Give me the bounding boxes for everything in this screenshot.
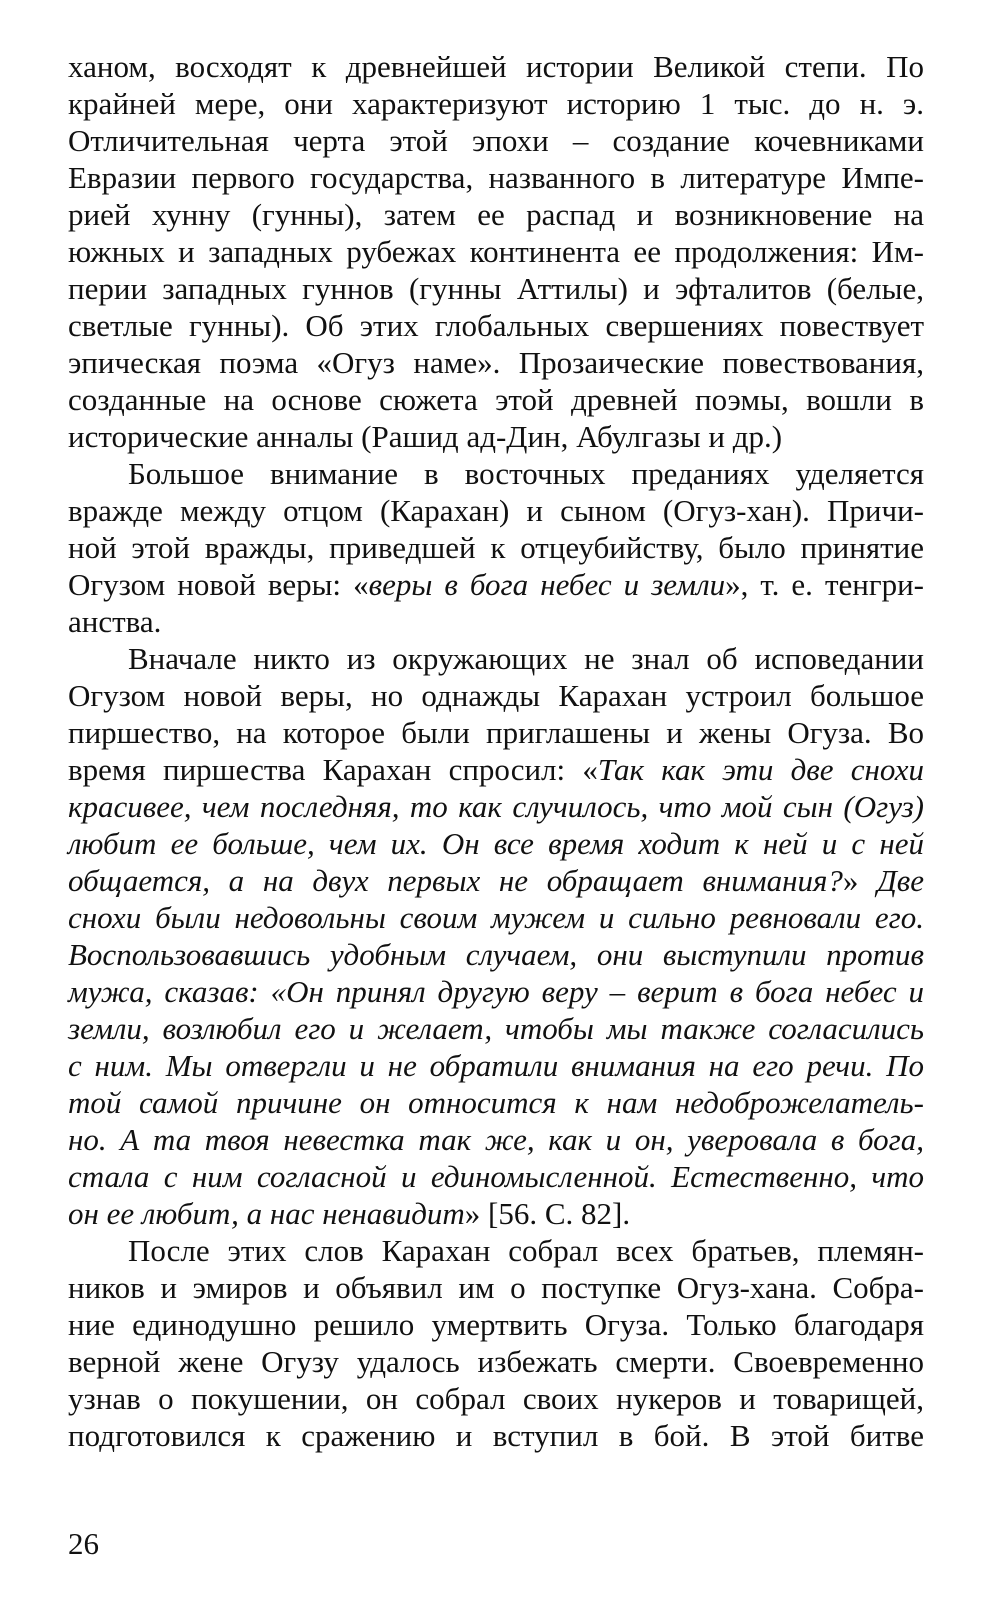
- page-number: 26: [68, 1526, 99, 1561]
- text-line: [68, 529, 924, 566]
- italic-quote-text: той самой причине он относится к нам недоброжелатель-: [68, 1085, 924, 1120]
- paragraph: [68, 1232, 924, 1454]
- text-line: [68, 936, 924, 973]
- italic-quote-text: снохи были недовольны своим мужем и сильно ревновали его.: [68, 900, 924, 935]
- text-segment: вражде между отцом (Карахан) и сыном (Огуз-хан). Причи-: [68, 493, 924, 528]
- text-line: [68, 677, 924, 714]
- text-line: [68, 1380, 924, 1417]
- text-segment: перии западных гуннов (гунны Аттилы) и эфталитов (белые,: [68, 271, 924, 306]
- text-line: [68, 48, 924, 85]
- text-line: [68, 714, 924, 751]
- text-line: [68, 1417, 924, 1454]
- paragraph: [68, 455, 924, 640]
- text-segment: Огузом новой веры, но однажды Карахан устроил большое: [68, 678, 924, 713]
- text-segment: светлые гунны). Об этих глобальных свершениях повествует: [68, 308, 924, 343]
- text-segment: » [56. С. 82].: [464, 1196, 631, 1231]
- text-line: [68, 270, 924, 307]
- text-segment: Огузом новой веры: «: [68, 567, 369, 602]
- text-segment: созданные на основе сюжета этой древней поэмы, вошли в: [68, 382, 924, 417]
- text-segment: »: [842, 863, 878, 898]
- text-line: [68, 492, 924, 529]
- italic-quote-text: но. А та твоя невестка так же, как и он, уверовала в бога,: [68, 1122, 924, 1157]
- text-line: [68, 85, 924, 122]
- italic-quote-text: Воспользовавшись удобным случаем, они выступили против: [68, 937, 924, 972]
- paragraph: [68, 640, 924, 1232]
- paragraph: [68, 48, 924, 455]
- text-segment: анства.: [68, 604, 162, 639]
- text-segment: После этих слов Карахан собрал всех братьев, племян-: [128, 1233, 924, 1268]
- text-line: [68, 640, 924, 677]
- text-segment: крайней мере, они характеризуют историю 1 тыс. до н. э.: [68, 86, 924, 121]
- text-segment: время пиршества Карахан спросил: «: [68, 752, 598, 787]
- italic-quote-text: любит ее больше, чем их. Он все время ходит к ней и с ней: [68, 826, 924, 861]
- text-line: [68, 603, 924, 640]
- text-line: [68, 381, 924, 418]
- text-line: [68, 1195, 924, 1232]
- text-segment: Евразии первого государства, названного в литературе Импе-: [68, 160, 924, 195]
- text-line: [68, 1306, 924, 1343]
- text-segment: ной этой вражды, приведшей к отцеубийству, было принятие: [68, 530, 924, 565]
- text-line: [68, 1343, 924, 1380]
- text-line: [68, 196, 924, 233]
- text-segment: », т. е. тенгри-: [725, 567, 924, 602]
- italic-quote-text: с ним. Мы отвергли и не обратили внимания на его речи. По: [68, 1048, 924, 1083]
- text-segment: узнав о покушении, он собрал своих нукеров и товарищей,: [68, 1381, 924, 1416]
- italic-quote-text: веры в бога небес и земли: [368, 567, 726, 602]
- text-segment: ние единодушно решило умертвить Огуза. Только благодаря: [68, 1307, 924, 1342]
- text-line: [68, 307, 924, 344]
- text-line: [68, 973, 924, 1010]
- italic-quote-text: Так как эти две снохи: [597, 752, 924, 787]
- text-line: [68, 418, 924, 455]
- text-line: [68, 788, 924, 825]
- text-segment: исторические анналы (Рашид ад-Дин, Абулгазы и др.): [68, 419, 783, 454]
- text-line: [68, 159, 924, 196]
- text-line: [68, 825, 924, 862]
- text-line: [68, 1047, 924, 1084]
- text-segment: Отличительная черта этой эпохи – создание кочевниками: [68, 123, 924, 158]
- italic-quote-text: земли, возлюбил его и желает, чтобы мы также согласились: [68, 1011, 924, 1046]
- text-line: [68, 1232, 924, 1269]
- text-segment: Большое внимание в восточных преданиях уделяется: [128, 456, 924, 491]
- text-line: [68, 1121, 924, 1158]
- text-line: [68, 233, 924, 270]
- text-line: [68, 566, 924, 603]
- text-segment: подготовился к сражению и вступил в бой. В этой битве: [68, 1418, 924, 1453]
- text-segment: южных и западных рубежах континента ее продолжения: Им-: [68, 234, 924, 269]
- page-body: [68, 48, 924, 1454]
- text-segment: Вначале никто из окружающих не знал об исповедании: [128, 641, 924, 676]
- text-segment: ханом, восходят к древнейшей истории Великой степи. По: [68, 49, 924, 84]
- text-line: [68, 1010, 924, 1047]
- text-segment: ников и эмиров и объявил им о поступке Огуз-хана. Собра-: [68, 1270, 924, 1305]
- italic-quote-text: красивее, чем последняя, то как случилось, что мой сын (Огуз): [68, 789, 924, 824]
- text-line: [68, 122, 924, 159]
- text-segment: эпическая поэма «Огуз наме». Прозаические повествования,: [68, 345, 924, 380]
- italic-quote-text: мужа, сказав: «Он принял другую веру – верит в бога небес и: [68, 974, 924, 1009]
- text-line: [68, 1158, 924, 1195]
- text-segment: верной жене Огузу удалось избежать смерти. Своевременно: [68, 1344, 924, 1379]
- italic-quote-text: стала с ним согласной и единомысленной. Естественно, что: [68, 1159, 924, 1194]
- text-line: [68, 344, 924, 381]
- text-line: [68, 1269, 924, 1306]
- text-line: [68, 899, 924, 936]
- text-line: [68, 455, 924, 492]
- text-segment: рией хунну (гунны), затем ее распад и возникновение на: [68, 197, 924, 232]
- italic-quote-text: он ее любит, а нас ненавидит: [68, 1196, 465, 1231]
- text-segment: пиршество, на которое были приглашены и жены Огуза. Во: [68, 715, 924, 750]
- italic-quote-text: общается, а на двух первых не обращает внимания?: [68, 863, 843, 898]
- text-line: [68, 862, 924, 899]
- italic-quote-text: Две: [877, 863, 925, 898]
- text-line: [68, 1084, 924, 1121]
- text-line: [68, 751, 924, 788]
